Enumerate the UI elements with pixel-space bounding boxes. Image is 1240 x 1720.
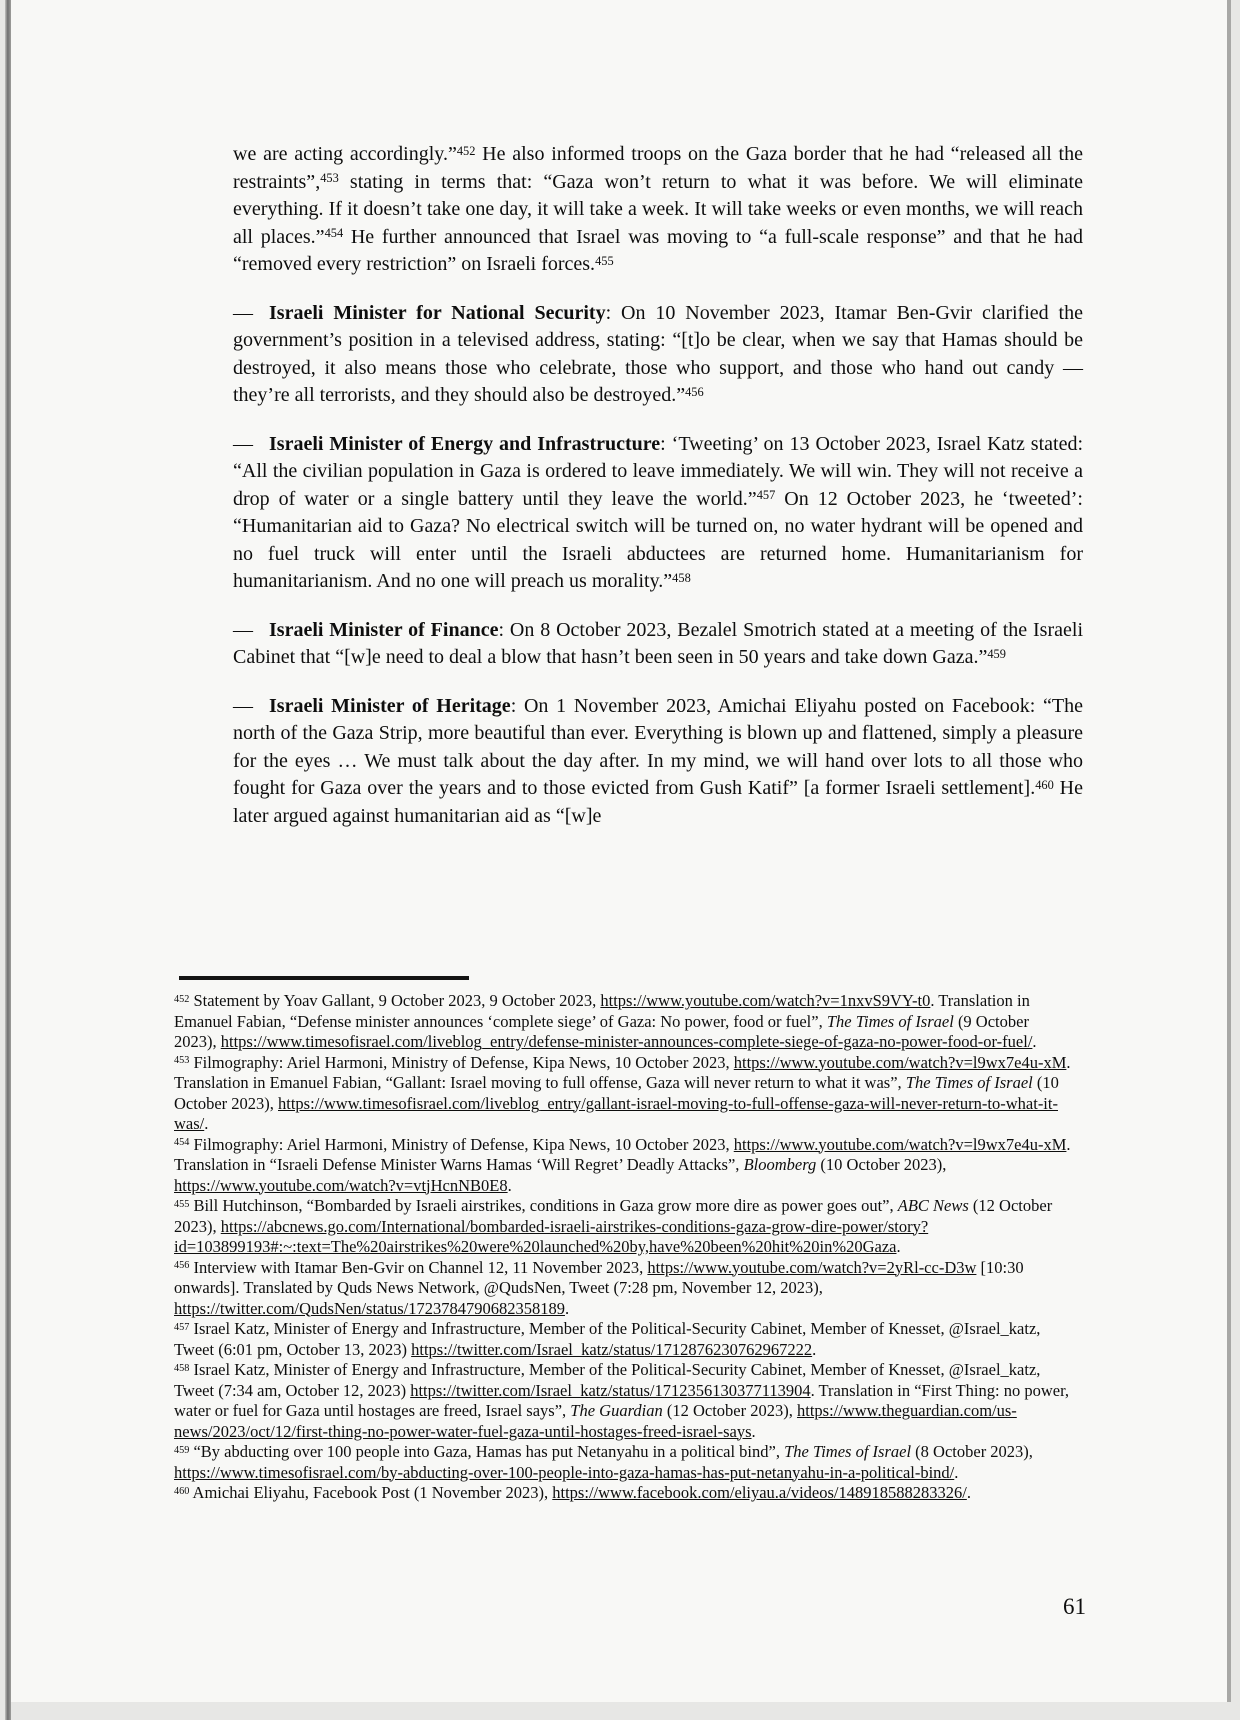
text-run: —: [233, 618, 253, 641]
superscript-ref: 460: [174, 1485, 190, 1497]
text-run: .: [751, 1421, 756, 1441]
text-run: Amichai Eliyahu, Facebook Post (1 November 2023),: [189, 1483, 553, 1502]
superscript-ref: 460: [1035, 777, 1054, 792]
text-run: .: [204, 1114, 209, 1133]
text-run: On 12 October 2023, he ‘tweeted’: “Humanitarian aid to Gaza? No electrical switch will be turned on, no water hydrant will be opened and no fuel truck will enter until the Israeli abductees are returned home. Humanitarianism for humanitarianism. And no one will preach us morality.”: [233, 487, 1083, 592]
text-run: .: [954, 1462, 959, 1482]
superscript-ref: 453: [320, 171, 339, 186]
text-run: (8 October 2023),: [911, 1442, 1033, 1461]
text-run: The Guardian: [570, 1401, 663, 1420]
text-run: Filmography: Ariel Harmoni, Ministry of Defense, Kipa News, 10 October 2023,: [189, 1052, 734, 1072]
hyperlink[interactable]: https://twitter.com/QudsNen/status/1723784790682358189: [174, 1298, 565, 1318]
page-right-edge: [1227, 0, 1231, 1702]
text-run: —: [233, 432, 253, 455]
footnote-458: [174, 1360, 1075, 1442]
text-run: .: [507, 1175, 512, 1195]
text-run: . Translation in “First Thing: no power, water or fuel for Gaza until hostages are freed, Israel says”,: [174, 1380, 1070, 1420]
paragraph-minister-finance: [233, 617, 1083, 672]
text-run: : On 8 October 2023, Bezalel Smotrich stated at a meeting of the Israeli Cabinet that “[w]e need to deal a blow that hasn’t been seen in 50 years and take down Gaza.”: [233, 618, 1083, 668]
superscript-ref: 455: [595, 253, 614, 268]
text-run: Filmography: Ariel Harmoni, Ministry of Defense, Kipa News, 10 October 2023,: [189, 1134, 734, 1154]
text-run: .: [812, 1339, 817, 1359]
document-page: [11, 0, 1228, 1702]
superscript-ref: 454: [324, 226, 344, 241]
text-run: [10:30 onwards]. Translated by Quds News Network, @QudsNen, Tweet (7:28 pm, November 12, 2023),: [174, 1257, 1024, 1297]
paragraph-minister-heritage: [233, 693, 1083, 831]
superscript-ref: 455: [174, 1198, 190, 1210]
text-run: (12 October 2023),: [174, 1196, 1053, 1236]
text-run: (9 October 2023),: [174, 1011, 1029, 1051]
text-run: He also informed troops on the Gaza border that he had “released all the restraints”,: [233, 143, 1083, 193]
superscript-ref: 457: [756, 488, 776, 503]
footnote-457: [174, 1319, 1075, 1360]
hyperlink[interactable]: https://www.youtube.com/watch?v=1nxvS9VY-t0: [600, 991, 931, 1010]
footnote-459: [174, 1442, 1075, 1483]
text-run: He later argued against humanitarian aid as “[w]e: [233, 777, 1084, 827]
superscript-ref: 458: [672, 570, 691, 585]
text-run: —: [233, 694, 253, 717]
footnote-453: [174, 1053, 1075, 1135]
text-run: . Translation in Emanuel Fabian, “Defense minister announces ‘complete siege’ of Gaza: No power, food or fuel”,: [174, 991, 1030, 1031]
text-run: Bloomberg: [743, 1155, 817, 1174]
footnote-452: [174, 991, 1075, 1053]
hyperlink[interactable]: https://www.facebook.com/eliyau.a/videos/148918588283326/: [552, 1483, 967, 1502]
text-run: (10 October 2023),: [174, 1073, 1059, 1113]
hyperlink[interactable]: https://www.timesofisrael.com/by-abducting-over-100-people-into-gaza-hamas-has-put-netanyahu-in-a-political-bind/: [174, 1462, 955, 1482]
hyperlink[interactable]: https://twitter.com/Israel_katz/status/1712876230762967222: [411, 1339, 813, 1359]
superscript-ref: 456: [174, 1260, 190, 1272]
text-run: stating in terms that: “Gaza won’t return to what it was before. We will eliminate everything. If it doesn’t take one day, it will take a week. It will take weeks or even months, we will reach all places.”: [233, 170, 1083, 248]
hyperlink[interactable]: https://www.youtube.com/watch?v=l9wx7e4u-xM: [733, 1052, 1067, 1072]
text-run: .: [966, 1483, 971, 1502]
text-run: Israel Katz, Minister of Energy and Infrastructure, Member of the Political-Security Cabinet, Member of Knesset, @Israel_katz, Tweet (6:01 pm, October 13, 2023): [174, 1319, 1041, 1359]
text-run: He further announced that Israel was moving to “a full-scale response” and that he had “removed every restriction” on Israeli forces.: [233, 225, 1083, 275]
footnote-455: [174, 1196, 1075, 1258]
paragraph-minister-energy-infrastructure: [233, 431, 1083, 596]
text-run: . Translation in Emanuel Fabian, “Gallant: Israel moving to full offense, Gaza will never return to what it was”,: [174, 1052, 1071, 1092]
superscript-ref: 456: [685, 384, 704, 399]
text-run: Bill Hutchinson, “Bombarded by Israeli airstrikes, conditions in Gaza grow more dire as power goes out”,: [189, 1196, 898, 1215]
hyperlink[interactable]: https://www.timesofisrael.com/liveblog_entry/defense-minister-announces-complete-siege-of-gaza-no-power-food-or-fuel/: [220, 1032, 1033, 1051]
text-run: The Times of Israel: [826, 1011, 954, 1031]
page-number: 61: [1063, 1594, 1086, 1619]
text-run: . Translation in “Israeli Defense Minister Warns Hamas ‘Will Regret’ Deadly Attacks”,: [174, 1134, 1071, 1174]
superscript-ref: 454: [174, 1137, 190, 1149]
hyperlink[interactable]: https://abcnews.go.com/International/bombarded-israeli-airstrikes-conditions-gaza-grow-dire-power/story?id=103899193#:~:text=The%20airstrikes%20were%20launched%20by,have%20been%20hit%20in%20Gaza: [174, 1216, 929, 1256]
text-run: The Times of Israel: [905, 1073, 1033, 1092]
superscript-ref: 457: [174, 1321, 190, 1333]
text-run: Israeli Minister of Heritage: [269, 694, 511, 717]
text-run: (10 October 2023),: [816, 1155, 947, 1174]
paragraph-minister-national-security: [233, 300, 1083, 410]
footnotes-block: [174, 991, 1075, 1504]
hyperlink[interactable]: https://www.theguardian.com/us-news/2023/oct/12/first-thing-no-power-water-fuel-gaza-until-hostages-freed-israel-says: [174, 1401, 1017, 1441]
hyperlink[interactable]: https://www.youtube.com/watch?v=vtjHcnNB0E8: [174, 1175, 508, 1195]
superscript-ref: 453: [174, 1055, 190, 1067]
paragraph-continuation: [233, 141, 1083, 279]
text-run: Interview with Itamar Ben-Gvir on Channel 12, 11 November 2023,: [189, 1257, 648, 1277]
footnote-460: [174, 1483, 1075, 1504]
text-run: Israeli Minister of Finance: [269, 618, 499, 641]
body-text: [233, 141, 1083, 851]
text-run: Israeli Minister for National Security: [269, 301, 606, 324]
hyperlink[interactable]: https://www.youtube.com/watch?v=l9wx7e4u-xM: [733, 1134, 1067, 1154]
text-run: —: [233, 301, 253, 324]
text-run: Israeli Minister of Energy and Infrastructure: [269, 432, 661, 455]
superscript-ref: 452: [174, 993, 190, 1005]
text-run: : ‘Tweeting’ on 13 October 2023, Israel Katz stated: “All the civilian population in Gaza is ordered to leave immediately. We will win. They will not receive a drop of water or a single battery until they leave the world.”: [233, 432, 1083, 510]
hyperlink[interactable]: https://www.timesofisrael.com/liveblog_entry/gallant-israel-moving-to-full-offense-gaza-will-never-return-to-what-it-was/: [174, 1093, 1058, 1133]
text-run: : On 10 November 2023, Itamar Ben-Gvir clarified the government’s position in a televised address, stating: “[t]o be clear, when we say that Hamas should be destroyed, it also means those who celebrate, those who support, and those who hand out candy — they’re all terrorists, and they should also be destroyed.”: [233, 301, 1083, 406]
text-run: we are acting accordingly.”: [233, 143, 457, 165]
hyperlink[interactable]: https://twitter.com/Israel_katz/status/1712356130377113904: [410, 1380, 811, 1400]
text-run: ABC News: [897, 1196, 969, 1215]
text-run: (12 October 2023),: [662, 1401, 797, 1420]
footnote-separator-rule: [179, 976, 469, 980]
text-run: Statement by Yoav Gallant, 9 October 2023, 9 October 2023,: [189, 991, 601, 1010]
text-run: .: [1032, 1032, 1037, 1051]
footnote-454: [174, 1135, 1075, 1197]
text-run: Israel Katz, Minister of Energy and Infrastructure, Member of the Political-Security Cabinet, Member of Knesset, @Israel_katz, Tweet (7:34 am, October 12, 2023): [174, 1360, 1041, 1400]
superscript-ref: 459: [174, 1444, 190, 1456]
superscript-ref: 459: [987, 646, 1006, 661]
text-run: : On 1 November 2023, Amichai Eliyahu posted on Facebook: “The north of the Gaza Strip, more beautiful than ever. Everything is blown up and flattened, simply a pleasure for the eyes … We must talk about the day after. In my mind, we will hand over lots to all those who fought for Gaza over the years and to those evicted from Gush Katif” [a former Israeli settlement].: [233, 694, 1083, 799]
text-run: “By abducting over 100 people into Gaza, Hamas has put Netanyahu in a political bind”,: [189, 1442, 785, 1461]
text-run: .: [564, 1298, 570, 1318]
superscript-ref: 452: [456, 143, 476, 158]
text-run: .: [896, 1237, 901, 1256]
superscript-ref: 458: [174, 1362, 190, 1374]
footnote-456: [174, 1258, 1075, 1320]
text-run: The Times of Israel: [784, 1442, 912, 1461]
hyperlink[interactable]: https://www.youtube.com/watch?v=2yRl-cc-D3w: [647, 1257, 977, 1277]
